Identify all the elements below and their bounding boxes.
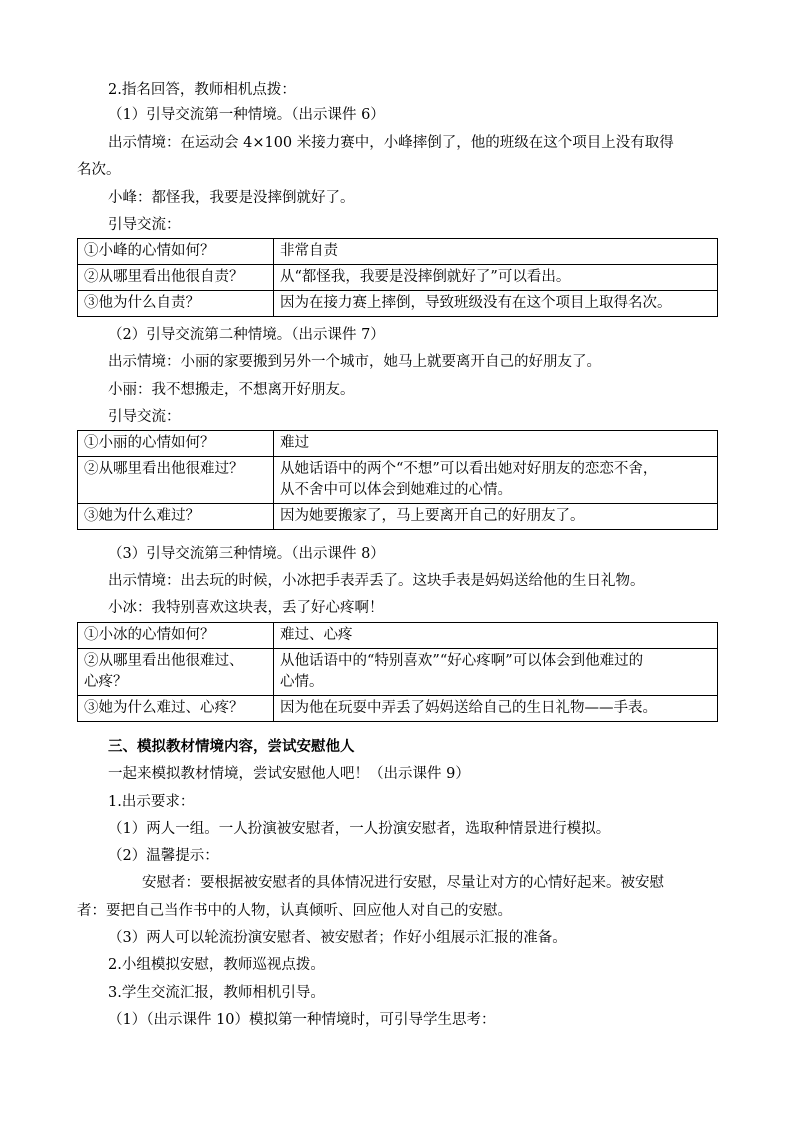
table-row (78, 504, 718, 530)
scenario-2-heading: （2）引导交流第二种情境。（出示课件 7） (108, 327, 385, 343)
requirements-heading: 1.出示要求： (108, 794, 195, 810)
answer-cell: 从他话语中的“特别喜欢”“好心疼啊”可以体会到他难过的 心情。 (274, 649, 718, 696)
step-2-heading: 2.指名回答，教师相机点拨： (108, 82, 296, 98)
scenario-1-description: 出示情境：在运动会 4×100 米接力赛中，小峰摔倒了，他的班级在这个项目上没有取得 (108, 135, 674, 151)
scenario-1-quote: 小峰：都怪我，我要是没摔倒就好了。 (108, 190, 355, 206)
question-cell: ③她为什么难过、心疼？ (78, 696, 274, 722)
answer-cell: 从“都怪我，我要是没摔倒就好了”可以看出。 (274, 265, 718, 291)
qa-table-2 (77, 430, 718, 530)
question-cell: ②从哪里看出他很难过？ (78, 457, 274, 504)
answer-cell: 从她话语中的两个“不想”可以看出她对好朋友的恋恋不舍， 从不舍中可以体会到她难过的心情。 (274, 457, 718, 504)
question-cell: ③他为什么自责？ (78, 291, 274, 317)
answer-cell: 因为在接力赛上摔倒，导致班级没有在这个项目上取得名次。 (274, 291, 718, 317)
requirement-2-text: 安慰者：要根据被安慰者的具体情况进行安慰，尽量让对方的心情好起来。被安慰 (142, 875, 664, 891)
table-row (78, 457, 718, 504)
scenario-1-heading: （1）引导交流第一种情境。（出示课件 6） (108, 107, 385, 123)
answer-cell: 非常自责 (274, 239, 718, 265)
guide-label-1: 引导交流： (108, 217, 181, 233)
scenario-2-description: 出示情境：小丽的家要搬到另外一个城市，她马上就要离开自己的好朋友了。 (108, 354, 601, 370)
table-row (78, 649, 718, 696)
answer-cell: 难过 (274, 431, 718, 457)
requirement-2-heading: （2）温馨提示： (108, 848, 219, 864)
requirement-3: （3）两人可以轮流扮演安慰者、被安慰者；作好小组展示汇报的准备。 (108, 930, 567, 946)
requirement-1: （1）两人一组。一人扮演被安慰者，一人扮演安慰者，选取种情景进行模拟。 (108, 821, 611, 837)
step-3-report: 3.学生交流汇报，教师相机引导。 (108, 985, 325, 1001)
question-cell: ①小冰的心情如何？ (78, 623, 274, 649)
qa-table-1 (77, 238, 718, 317)
qa-table-3 (77, 622, 718, 722)
question-cell: ①小峰的心情如何？ (78, 239, 274, 265)
scenario-3-heading: （3）引导交流第三种情境。（出示课件 8） (108, 546, 385, 562)
answer-cell: 因为她要搬家了，马上要离开自己的好朋友了。 (274, 504, 718, 530)
table-row (78, 291, 718, 317)
answer-cell: 因为他在玩耍中弄丢了妈妈送给自己的生日礼物——手表。 (274, 696, 718, 722)
section-3-heading: 三、模拟教材情境内容，尝试安慰他人 (108, 738, 355, 755)
answer-cell: 难过、心疼 (274, 623, 718, 649)
scenario-3-quote: 小冰：我特别喜欢这块表，丢了好心疼啊！ (108, 600, 384, 616)
step-2-simulate: 2.小组模拟安慰，教师巡视点拨。 (108, 957, 325, 973)
report-guide-1: （1）（出示课件 10）模拟第一种情境时，可引导学生思考： (108, 1012, 496, 1028)
question-cell: ②从哪里看出他很自责？ (78, 265, 274, 291)
question-cell: ③她为什么难过？ (78, 504, 274, 530)
table-row (78, 431, 718, 457)
table-row (78, 239, 718, 265)
table-row (78, 265, 718, 291)
requirement-2-text-cont: 者：要把自己当作书中的人物，认真倾听、回应他人对自己的安慰。 (77, 903, 512, 919)
table-row (78, 623, 718, 649)
guide-label-2: 引导交流： (108, 409, 181, 425)
scenario-1-description-cont: 名次。 (77, 162, 121, 178)
scenario-2-quote: 小丽：我不想搬走，不想离开好朋友。 (108, 382, 355, 398)
question-cell: ①小丽的心情如何？ (78, 431, 274, 457)
section-3-intro: 一起来模拟教材情境，尝试安慰他人吧！（出示课件 9） (108, 766, 470, 782)
question-cell: ②从哪里看出他很难过、 心疼？ (78, 649, 274, 696)
scenario-3-description: 出示情境：出去玩的时候，小冰把手表弄丢了。这块手表是妈妈送给他的生日礼物。 (108, 573, 645, 589)
table-row (78, 696, 718, 722)
